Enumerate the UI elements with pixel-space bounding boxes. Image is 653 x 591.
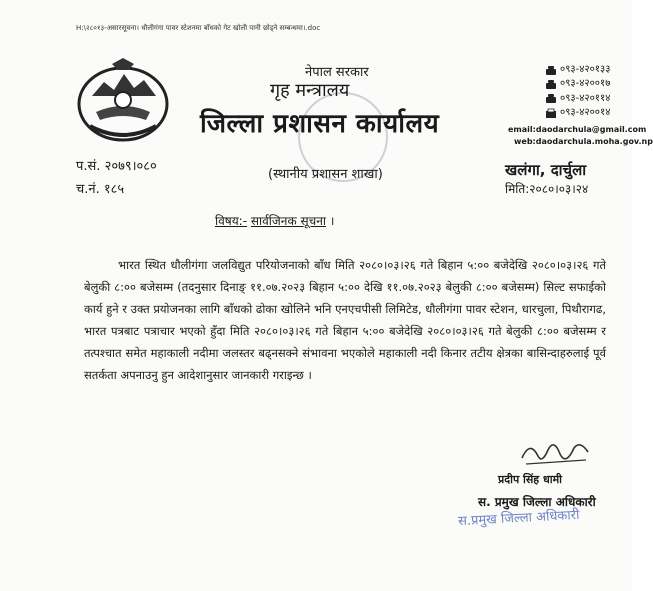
subject-text: सार्वजिनक सूचना: [250, 214, 326, 228]
phone-icon: [546, 66, 556, 75]
reference-number: प.सं. २०७९।०८०: [76, 159, 157, 174]
contact-row: [546, 92, 610, 106]
subject-end: ।: [329, 214, 335, 228]
phone-number: ०९३-४२०१३३: [560, 64, 611, 75]
subject-label: विषय:-: [215, 214, 248, 228]
office-location: खलंगा, दार्चुला: [505, 161, 587, 179]
phone-number: ०९३-४२००१७: [560, 78, 611, 90]
fax-icon: [546, 109, 556, 118]
header-office: जिल्ला प्रशासन कार्यालय: [200, 109, 440, 139]
contact-list: [546, 63, 610, 120]
signature-mark: [516, 436, 598, 472]
subject-line: [215, 212, 334, 229]
signatory-name: प्रदीप सिंह धामी: [498, 473, 563, 486]
notice-body: भारत स्थित धौलीगंगा जलविद्युत परियोजनाको बाँध मिति २०८०।०३।२६ गते बिहान ५:०० बजेदेखि २०८०।०३।२६ गते बेलुकी ८:०० बजेसम्म (तदनुसार दिनाङ् ११.०७.२०२३ बिहान ५:०० देखि ११.०७.२०२३ बेलुकी ८:०० बजेसम्म) सिल्ट सफाईको कार्य हुने र उक्त प्रयोजनका लागि बाँधको ढोका खोलिने भनि एनएचपीसी लिमिटेड, धौलीगंगा पावर स्टेशन, धारचुला, पिथौरागढ, भारत पत्रबाट पत्राचार भएको हुँदा मिति २०८०।०३।२६ गते बिहान ५:०० बजेदेखि २०८०।०३।२६ गते बेलुकी ८:०० बजेसम्म र तत्पश्चात समेत महाकाली नदीमा जलस्तर बढ्नसक्ने संभावना भएकोले महाकाली नदी किनार तटीय क्षेत्रका बासिन्दाहरुलाई पूर्व सतर्कता अपनाउनु हुन आदेशानुसार जानकारी गराइन्छ ।: [84, 258, 607, 382]
letter-date: मिति:२०८०।०३।२४: [505, 182, 589, 196]
website-address: web:daodarchula.moha.gov.np: [514, 137, 653, 146]
contact-row: [546, 77, 610, 91]
official-stamp: स.प्रमुख जिल्ला अधिकारी: [457, 507, 580, 530]
phone-number: ०९३-४२०११४: [560, 92, 611, 104]
phone-icon: [546, 94, 556, 103]
header-section: (स्थानीय प्रशासन शाखा): [268, 167, 383, 182]
email-address: email:daodarchula@gmail.com: [508, 125, 647, 134]
fax-number: ०९३-४२००१४: [560, 106, 611, 118]
contact-row: [546, 106, 610, 120]
signatory-title: स. प्रमुख जिल्ला अधिकारी: [478, 495, 596, 509]
dispatch-number: च.नं. १८५: [76, 182, 125, 197]
header-government: नेपाल सरकार: [305, 65, 369, 80]
phone-icon: [546, 80, 556, 89]
nepal-emblem-icon: [72, 56, 174, 146]
file-path: H:\२८०१३-असारसूचना। धौलीगंगा पावर स्टेशनमा बाँधको गेट खोली पानी छोड्ने सम्बन्धमा।.doc: [76, 24, 321, 32]
contact-row: [546, 63, 610, 77]
header-ministry: गृह मन्त्रालय: [270, 80, 350, 101]
